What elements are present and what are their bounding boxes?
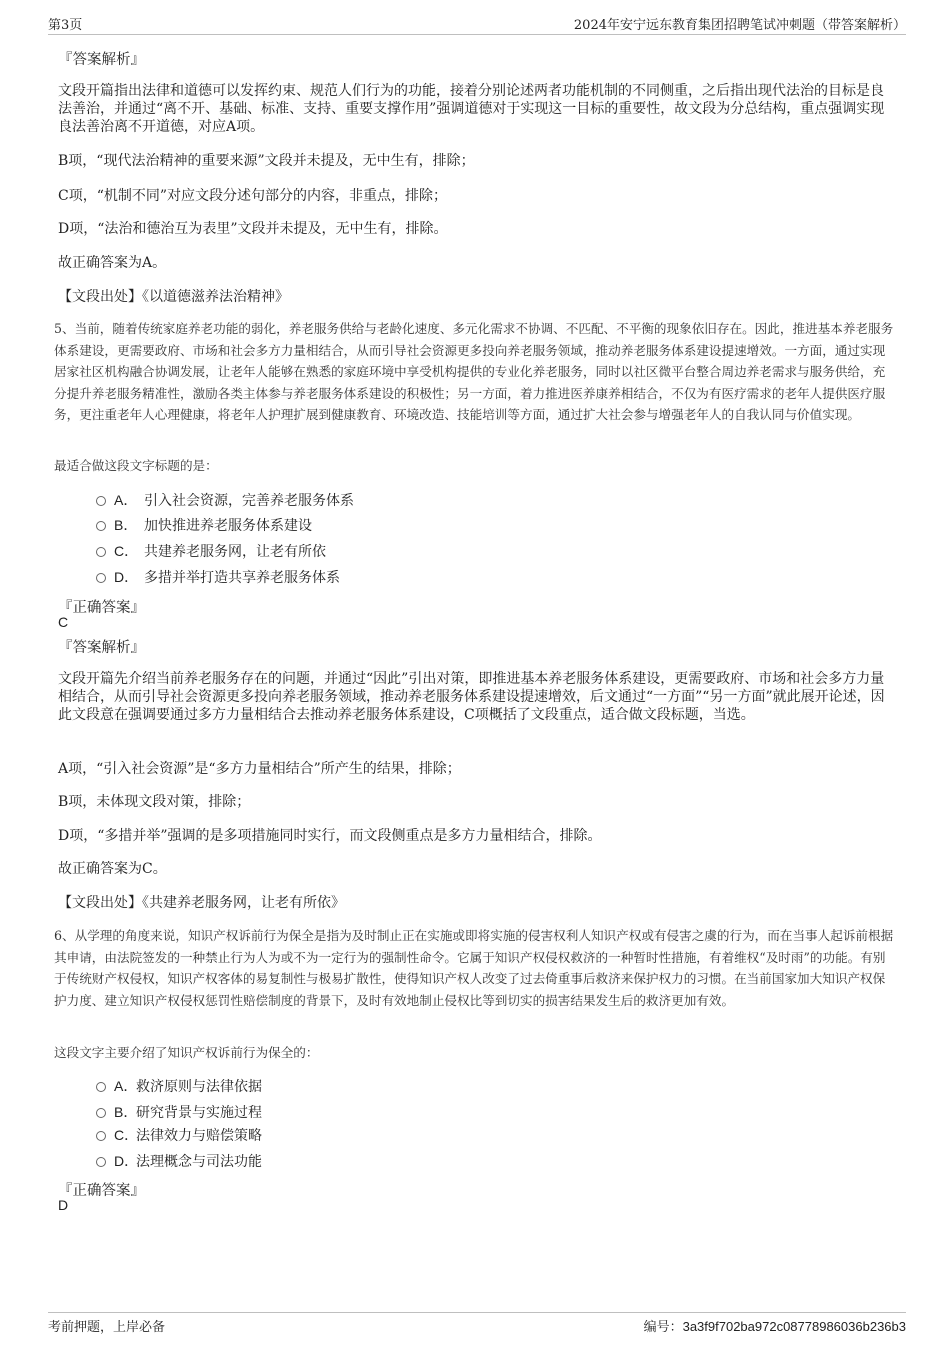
question-5-text: 5、当前，随着传统家庭养老功能的弱化，养老服务供给与老龄化速度、多元化需求不协调、不匹配、不平衡的现象依旧存在。因此，推进基本养老服务体系建设，更需要政府、市场和社会多方力量相结合，从而引导社会资源更多投向养老服务领域，推动养老服务体系建设提速增效。一方面，通过实现居家社区机构融合协调发展，让老年人能够在熟悉的家庭环境中享受机构提供的专业化养老服务，同时以社区微平台整合周边养老需求与服务供给，充分提升养老服务精准性，激励各类主体参与养老服务体系建设的积极性；另一方面，着力推进医养康养相结合，不仅为有医疗需求的老年人提供医疗服务，更注重老年人心理健康，将老年人护理扩展到健康教育、环境改造、技能培训等方面，通过扩大社会参与增强老年人的自我认同与价值实现。 [54, 321, 894, 422]
correct-answer: D [58, 1197, 69, 1213]
analysis-option-b: B项，未体现文段对策，排除； [58, 794, 251, 810]
analysis-option-a: A项，“引入社会资源”是“多方力量相结合”所产生的结果，排除； [58, 761, 461, 777]
question-6-prompt: 这段文字主要介绍了知识产权诉前行为保全的： [54, 1045, 319, 1060]
source-citation: 【文段出处】《以道德滋养法治精神》 [58, 289, 289, 305]
option-a[interactable]: A．救济原则与法律依据 [96, 1076, 262, 1096]
radio-icon[interactable] [96, 1082, 106, 1092]
source-citation: 【文段出处】《共建养老服务网，让老有所依》 [58, 895, 345, 911]
analysis-option-c: C项，“机制不同”对应文段分述句部分的内容，非重点，排除； [58, 188, 448, 204]
analysis-label: 『答案解析』 [58, 640, 145, 656]
option-c[interactable]: C． 共建养老服务网，让老有所依 [96, 541, 326, 561]
option-a[interactable]: A． 引入社会资源，完善养老服务体系 [96, 490, 354, 510]
analysis-text: 文段开篇指出法律和道德可以发挥约束、规范人们行为的功能，接着分别论述两者功能机制的不同侧重，之后指出现代法治的目标是良法善治，并通过“离不开、基础、标准、支持、重要支撑作用”强调道德对于实现这一目标的重要性，故文段为分总结构，重点强调实现良法善治离不开道德，对应A项。 [58, 83, 885, 135]
analysis-option-d: D项，“多措并举”强调的是多项措施同时实行，而文段侧重点是多方力量相结合，排除。 [58, 828, 602, 844]
page-number: 第3页 [48, 18, 83, 33]
analysis-conclusion: 故正确答案为C。 [58, 861, 167, 877]
radio-icon[interactable] [96, 573, 106, 583]
option-b[interactable]: B． 加快推进养老服务体系建设 [96, 515, 312, 535]
document-title: 2024年安宁远东教育集团招聘笔试冲刺题（带答案解析） [573, 18, 906, 33]
correct-answer-label: 『正确答案』 [58, 600, 145, 616]
radio-icon[interactable] [96, 521, 106, 531]
option-b[interactable]: B．研究背景与实施过程 [96, 1102, 262, 1122]
correct-answer: C [58, 614, 69, 630]
radio-icon[interactable] [96, 496, 106, 506]
analysis-label: 『答案解析』 [58, 52, 145, 68]
page-footer [48, 1312, 906, 1334]
page-header [48, 14, 906, 35]
option-d[interactable]: D．法理概念与司法功能 [96, 1151, 262, 1171]
correct-answer-label: 『正确答案』 [58, 1183, 145, 1199]
analysis-text: 文段开篇先介绍当前养老服务存在的问题，并通过“因此”引出对策，即推进基本养老服务体系建设，更需要政府、市场和社会多方力量相结合，从而引导社会资源更多投向养老服务领域，推动养老服务体系建设提速增效，后文通过“一方面”“另一方面”就此展开论述，因此文段意在强调要通过多方力量相结合去推动养老服务体系建设，C项概括了文段重点，适合做文段标题，当选。 [58, 671, 885, 723]
question-5-prompt: 最适合做这段文字标题的是： [54, 458, 218, 473]
radio-icon[interactable] [96, 1157, 106, 1167]
footer-slogan: 考前押题，上岸必备 [48, 1320, 166, 1335]
analysis-option-b: B项，“现代法治精神的重要来源”文段并未提及，无中生有，排除； [58, 153, 475, 169]
analysis-conclusion: 故正确答案为A。 [58, 255, 167, 271]
radio-icon[interactable] [96, 547, 106, 557]
radio-icon[interactable] [96, 1131, 106, 1141]
option-c[interactable]: C．法律效力与赔偿策略 [96, 1125, 262, 1145]
radio-icon[interactable] [96, 1108, 106, 1118]
question-6-text: 6、从学理的角度来说，知识产权诉前行为保全是指为及时制止正在实施或即将实施的侵害权利人知识产权或有侵害之虞的行为，而在当事人起诉前根据其申请，由法院签发的一种禁止行为人为或不为一定行为的强制性命令。它属于知识产权侵权救济的一种暂时性措施，有着维权“及时雨”的功能。有别于传统财产权侵权，知识产权客体的易复制性与极易扩散性，使得知识产权人改变了过去倚重事后救济来保护权力的习惯。在当前国家加大知识产权保护力度、建立知识产权侵权惩罚性赔偿制度的背景下，及时有效地制止侵权比等到切实的损害结果发生后的救济更加有效。 [54, 928, 894, 1008]
option-d[interactable]: D． 多措并举打造共享养老服务体系 [96, 567, 340, 587]
analysis-option-d: D项，“法治和德治互为表里”文段并未提及，无中生有，排除。 [58, 221, 448, 237]
document-code: 编号：3a3f9f702ba972c08778986036b236b3 [643, 1319, 906, 1335]
